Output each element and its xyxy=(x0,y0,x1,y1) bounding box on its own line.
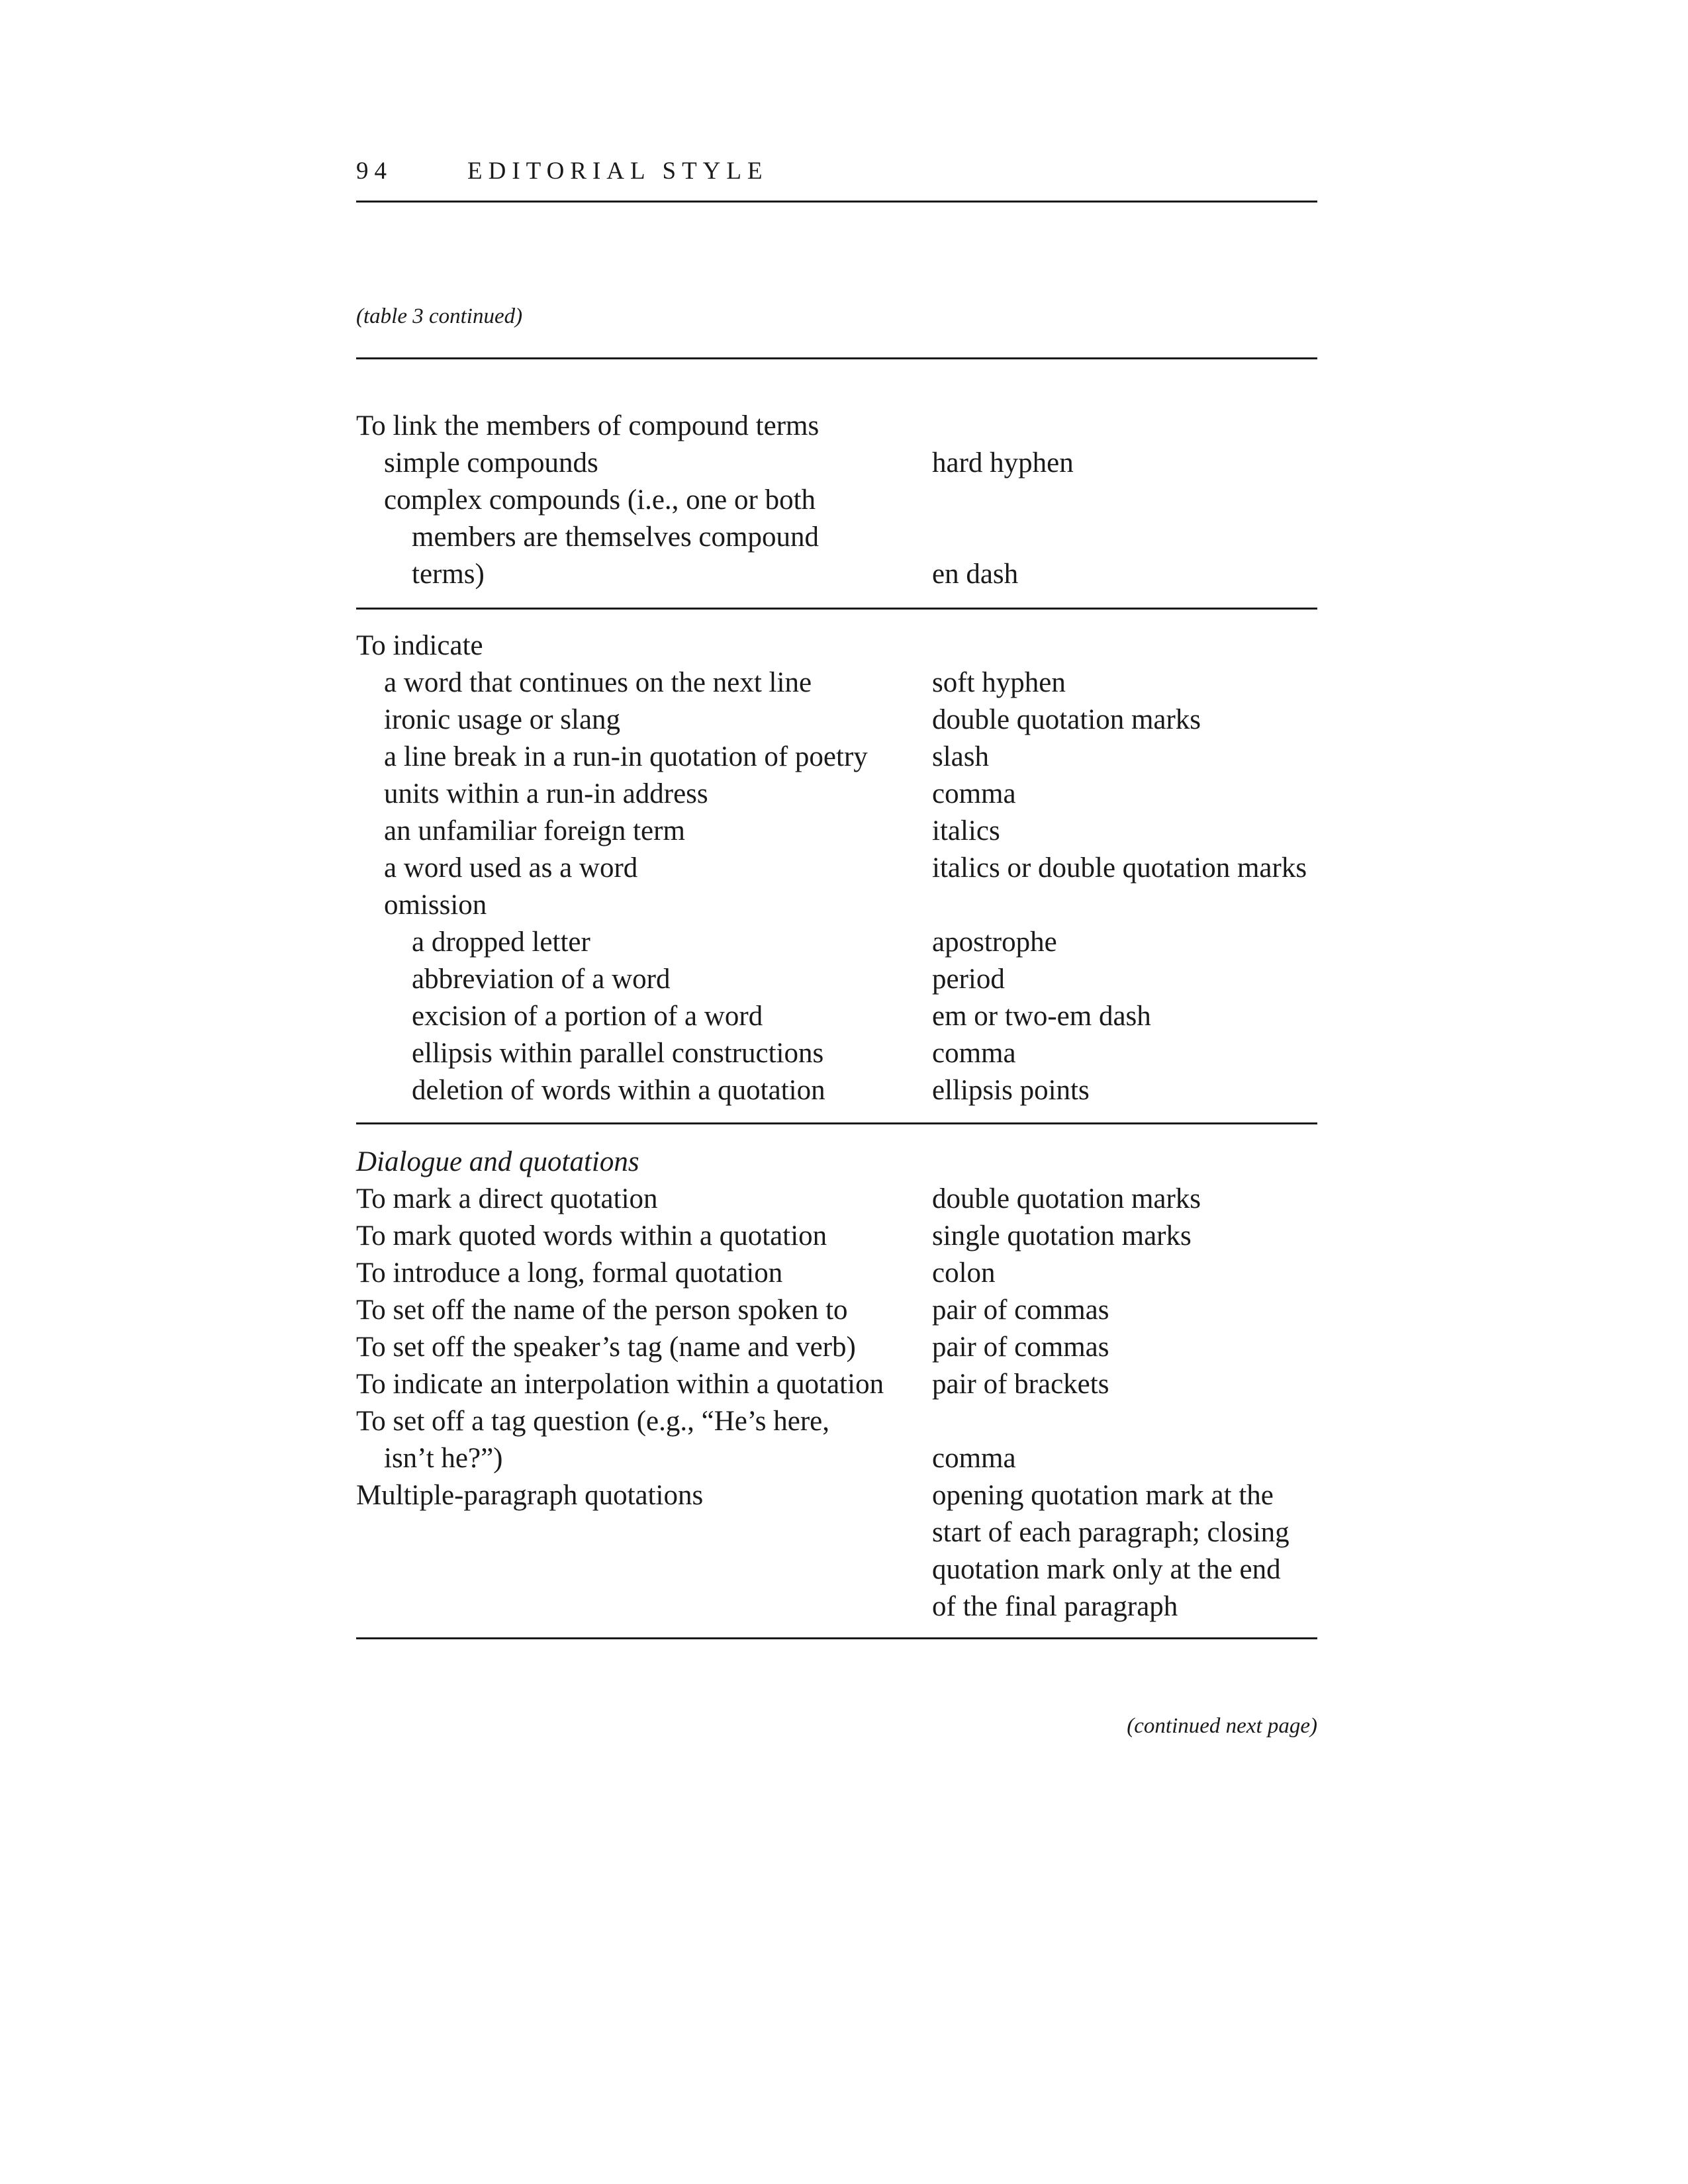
row-punctuation-mark: opening quotation mark at the xyxy=(932,1480,1274,1511)
row-term: complex compounds (i.e., one or both xyxy=(384,484,816,516)
row-term: To set off a tag question (e.g., “He’s here, xyxy=(356,1406,830,1437)
row-term: units within a run-in address xyxy=(384,778,708,809)
table-row xyxy=(356,739,1317,776)
table-row xyxy=(356,1218,1317,1255)
row-punctuation-mark: quotation mark only at the end xyxy=(932,1554,1281,1585)
row-term: To mark a direct quotation xyxy=(356,1183,658,1214)
table-row xyxy=(356,1255,1317,1292)
table-row xyxy=(356,1292,1317,1329)
row-term: a word that continues on the next line xyxy=(384,667,812,698)
table-row xyxy=(356,1588,1317,1625)
table-row xyxy=(356,445,1317,482)
table-row xyxy=(356,887,1317,924)
table-row xyxy=(356,850,1317,887)
running-head-title: EDITORIAL STYLE xyxy=(467,158,769,185)
table-row xyxy=(356,1403,1317,1440)
table-row xyxy=(356,408,1317,445)
table-row xyxy=(356,1072,1317,1109)
row-term: terms) xyxy=(412,559,485,590)
table-bottom-rule xyxy=(356,1637,1317,1639)
row-term: To set off the name of the person spoken to xyxy=(356,1295,848,1326)
row-term: a line break in a run-in quotation of poetry xyxy=(384,741,868,772)
table-caption: (table 3 continued) xyxy=(356,304,523,328)
row-punctuation-mark: italics or double quotation marks xyxy=(932,852,1307,884)
row-punctuation-mark: soft hyphen xyxy=(932,667,1066,698)
table-row xyxy=(356,1440,1317,1477)
row-term: a word used as a word xyxy=(384,852,638,884)
row-punctuation-mark: period xyxy=(932,964,1005,995)
section-rule xyxy=(356,608,1317,610)
row-punctuation-mark: pair of commas xyxy=(932,1295,1109,1326)
table-row xyxy=(356,1477,1317,1514)
table-row xyxy=(356,998,1317,1035)
row-punctuation-mark: pair of commas xyxy=(932,1332,1109,1363)
table-row xyxy=(356,1144,1317,1181)
table-row xyxy=(356,1181,1317,1218)
row-punctuation-mark: of the final paragraph xyxy=(932,1591,1178,1622)
row-punctuation-mark: single quotation marks xyxy=(932,1220,1192,1251)
table-top-rule xyxy=(356,357,1317,359)
table-section-heading: Dialogue and quotations xyxy=(356,1146,639,1177)
row-term: To link the members of compound terms xyxy=(356,410,820,441)
running-head-rule xyxy=(356,201,1317,203)
row-term: members are themselves compound xyxy=(412,522,819,553)
row-punctuation-mark: italics xyxy=(932,815,1000,846)
row-term: Multiple-paragraph quotations xyxy=(356,1480,704,1511)
table-row xyxy=(356,519,1317,556)
table-row xyxy=(356,1551,1317,1588)
row-punctuation-mark: comma xyxy=(932,1443,1016,1474)
section-rule xyxy=(356,1122,1317,1124)
table-row xyxy=(356,702,1317,739)
row-term: an unfamiliar foreign term xyxy=(384,815,685,846)
table-row xyxy=(356,556,1317,593)
continued-note: (continued next page) xyxy=(1127,1714,1317,1738)
row-punctuation-mark: double quotation marks xyxy=(932,1183,1201,1214)
row-term: excision of a portion of a word xyxy=(412,1001,763,1032)
book-page xyxy=(356,0,1317,2184)
row-term: To indicate an interpolation within a quotation xyxy=(356,1369,884,1400)
row-punctuation-mark: pair of brackets xyxy=(932,1369,1109,1400)
row-term: To set off the speaker’s tag (name and verb) xyxy=(356,1332,856,1363)
row-term: To introduce a long, formal quotation xyxy=(356,1257,783,1289)
row-term: ironic usage or slang xyxy=(384,704,621,735)
row-punctuation-mark: colon xyxy=(932,1257,996,1289)
table-row xyxy=(356,776,1317,813)
row-punctuation-mark: apostrophe xyxy=(932,927,1057,958)
row-punctuation-mark: en dash xyxy=(932,559,1019,590)
row-punctuation-mark: em or two-em dash xyxy=(932,1001,1151,1032)
table-row xyxy=(356,1035,1317,1072)
page-number: 94 xyxy=(356,158,393,185)
row-term: simple compounds xyxy=(384,447,598,478)
row-punctuation-mark: hard hyphen xyxy=(932,447,1074,478)
row-punctuation-mark: comma xyxy=(932,778,1016,809)
section-to-indicate xyxy=(356,627,1317,1109)
table-row xyxy=(356,1366,1317,1403)
row-term: ellipsis within parallel constructions xyxy=(412,1038,824,1069)
table-row xyxy=(356,1329,1317,1366)
row-term: omission xyxy=(384,889,487,921)
row-punctuation-mark: comma xyxy=(932,1038,1016,1069)
section-compound-terms xyxy=(356,408,1317,593)
row-punctuation-mark: double quotation marks xyxy=(932,704,1201,735)
row-term: To indicate xyxy=(356,630,483,661)
row-punctuation-mark: ellipsis points xyxy=(932,1075,1090,1106)
row-term: deletion of words within a quotation xyxy=(412,1075,825,1106)
table-row xyxy=(356,1514,1317,1551)
row-term: isn’t he?”) xyxy=(384,1443,503,1474)
row-term: a dropped letter xyxy=(412,927,590,958)
row-term: To mark quoted words within a quotation xyxy=(356,1220,827,1251)
row-punctuation-mark: start of each paragraph; closing xyxy=(932,1517,1289,1548)
table-row xyxy=(356,961,1317,998)
table-row xyxy=(356,627,1317,664)
row-punctuation-mark: slash xyxy=(932,741,989,772)
table-row xyxy=(356,813,1317,850)
table-row xyxy=(356,664,1317,702)
table-row xyxy=(356,482,1317,519)
table-row xyxy=(356,924,1317,961)
row-term: abbreviation of a word xyxy=(412,964,671,995)
section-dialogue-quotations xyxy=(356,1144,1317,1625)
